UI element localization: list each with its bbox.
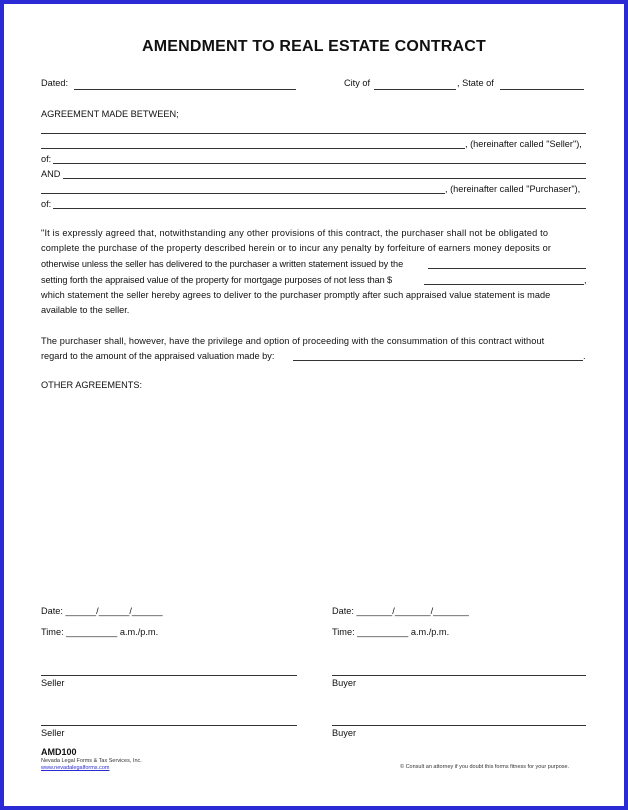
issuer-field[interactable] xyxy=(428,268,586,269)
clause2-line2-end: . xyxy=(583,351,586,361)
buyer-signature-line-1[interactable] xyxy=(332,675,586,676)
seller-signature-line-1[interactable] xyxy=(41,675,297,676)
city-label: City of xyxy=(344,78,371,88)
seller-suffix: , (hereinafter called "Seller"), xyxy=(465,139,582,149)
buyer-label-1: Buyer xyxy=(332,678,357,688)
clause1-line4: setting forth the appraised value of the property for mortgage purposes of not less than $ xyxy=(41,275,393,285)
company-name: Nevada Legal Forms & Tax Services, Inc. xyxy=(41,758,142,764)
appraised-value-field[interactable] xyxy=(424,284,584,285)
seller-label-1: Seller xyxy=(41,678,65,688)
form-code: AMD100 xyxy=(41,747,77,757)
disclaimer-text: © Consult an attorney if you doubt this forms fitness for your purpose. xyxy=(400,764,570,770)
agreement-heading: AGREEMENT MADE BETWEEN; xyxy=(41,109,179,119)
other-agreements-label: OTHER AGREEMENTS: xyxy=(41,380,143,390)
city-field[interactable] xyxy=(374,89,456,90)
website-link[interactable]: www.nevadalegalforms.com xyxy=(41,765,110,771)
purchaser-of-label: of: xyxy=(41,199,52,209)
purchaser-name-field-1[interactable] xyxy=(63,178,586,179)
buyer-signature-line-2[interactable] xyxy=(332,725,586,726)
clause2-line1: The purchaser shall, however, have the privilege and option of proceeding with the consummation of this contract without xyxy=(41,336,545,346)
purchaser-suffix: , (hereinafter called "Purchaser"), xyxy=(445,184,581,194)
appraiser-field[interactable] xyxy=(293,360,583,361)
clause1-line3: otherwise unless the seller has delivered to the purchaser a written statement issued by the xyxy=(41,259,404,269)
buyer-time-field[interactable]: Time: __________ a.m./p.m. xyxy=(332,627,450,637)
purchaser-name-field-2[interactable] xyxy=(41,193,445,194)
state-label: , State of xyxy=(457,78,494,88)
seller-time-field[interactable]: Time: __________ a.m./p.m. xyxy=(41,627,159,637)
seller-of-label: of: xyxy=(41,154,52,164)
seller-name-field-1[interactable] xyxy=(41,133,586,134)
state-field[interactable] xyxy=(500,89,584,90)
purchaser-address-field[interactable] xyxy=(53,208,586,209)
clause1-line2: complete the purchase of the property described herein or to incur any penalty by forfeiture of earners money deposits or xyxy=(41,243,552,253)
dated-field[interactable] xyxy=(74,89,296,90)
and-label: AND xyxy=(41,169,61,179)
seller-date-field[interactable]: Date: ______/______/______ xyxy=(41,606,163,616)
clause1-line6: available to the seller. xyxy=(41,305,130,315)
buyer-label-2: Buyer xyxy=(332,728,357,738)
clause1-line1: "It is expressly agreed that, notwithstanding any other provisions of this contract, the purchaser shall not be obligated to xyxy=(41,228,549,238)
seller-label-2: Seller xyxy=(41,728,65,738)
seller-name-field-2[interactable] xyxy=(41,148,465,149)
clause2-line2: regard to the amount of the appraised valuation made by: xyxy=(41,351,275,361)
document-title: AMENDMENT TO REAL ESTATE CONTRACT xyxy=(141,38,487,55)
clause1-line5: which statement the seller hereby agrees to deliver to the purchaser promptly after such appraised value statement is made xyxy=(41,290,551,300)
clause1-line4-end: , xyxy=(584,275,587,285)
buyer-date-field[interactable]: Date: _______/_______/_______ xyxy=(332,606,469,616)
seller-address-field[interactable] xyxy=(53,163,586,164)
seller-signature-line-2[interactable] xyxy=(41,725,297,726)
dated-label: Dated: xyxy=(41,78,69,88)
